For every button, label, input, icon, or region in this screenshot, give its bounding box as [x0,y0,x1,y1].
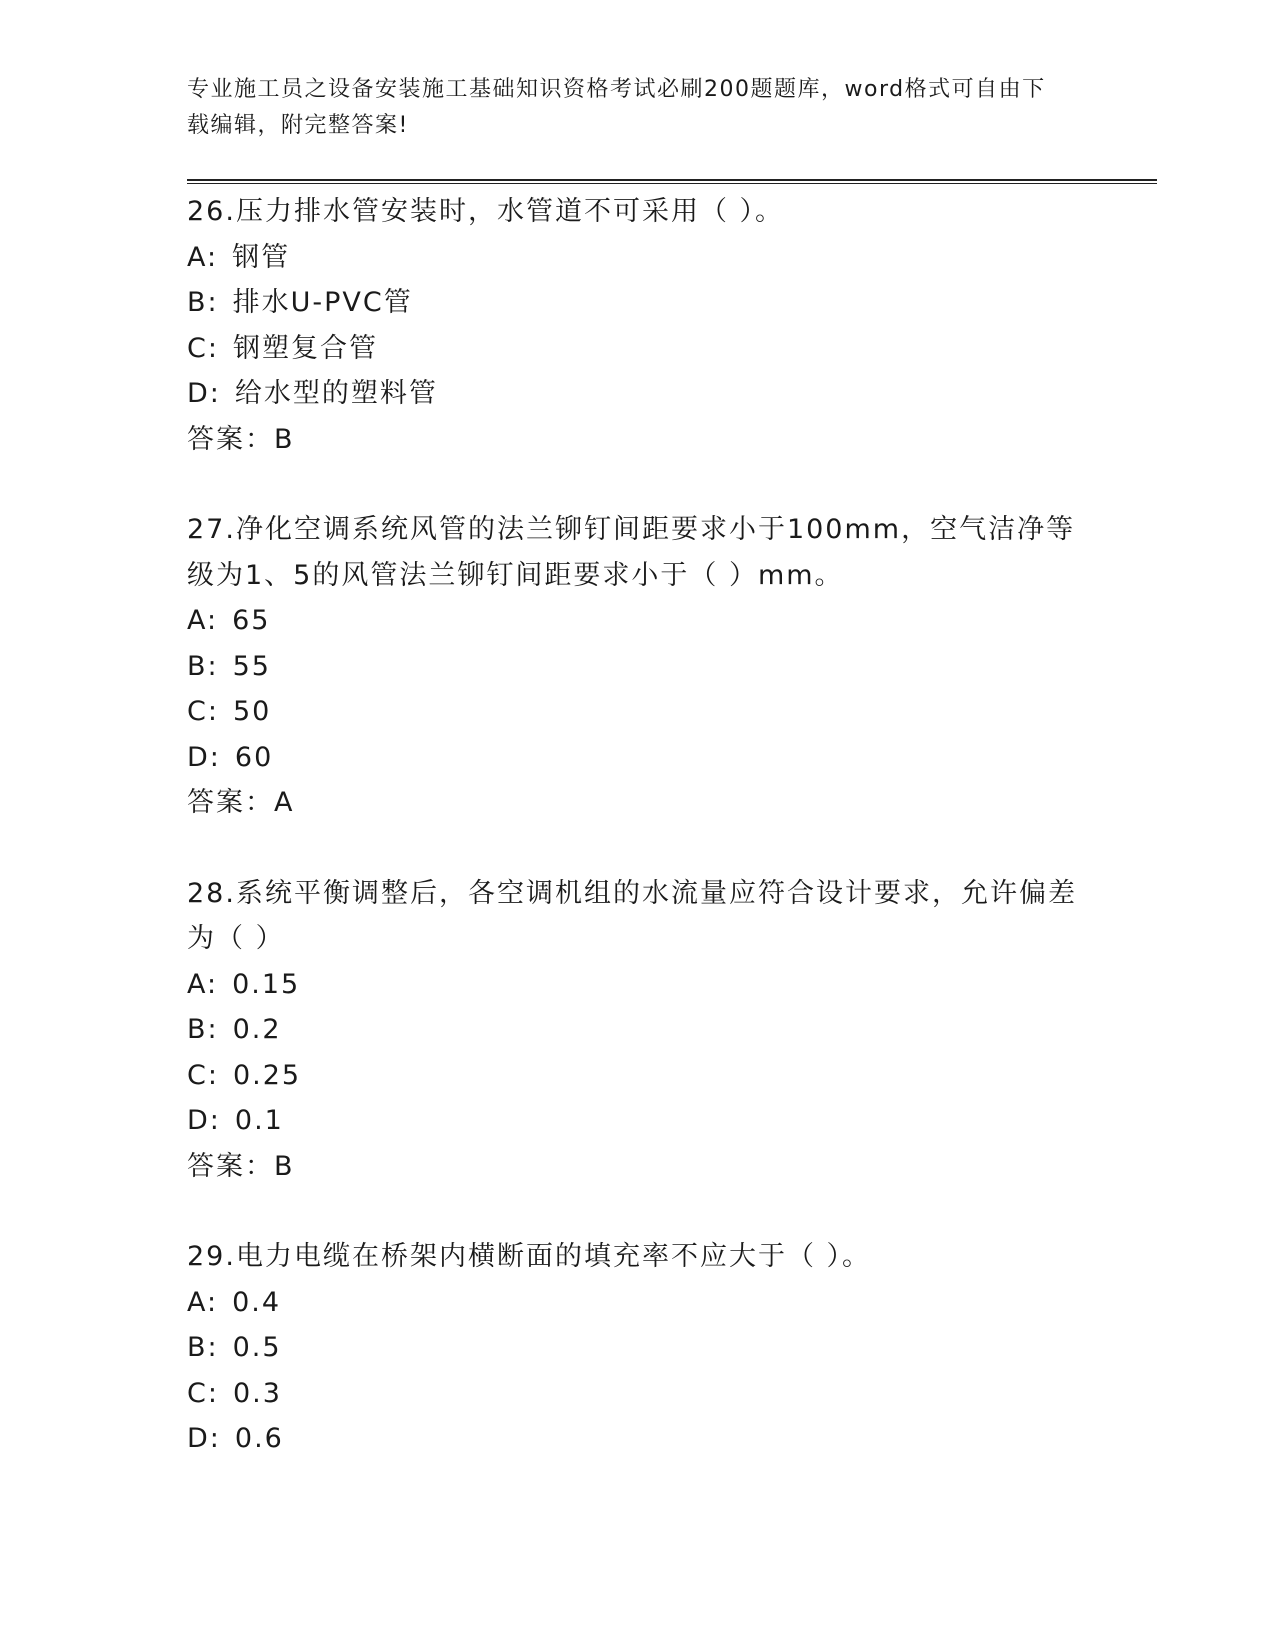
option-letter: C: [187,696,219,727]
option-letter: D: [187,378,221,409]
option-letter: A: [187,605,219,636]
option-c [187,1053,1087,1099]
option-c [187,326,1087,372]
option-letter: B: [187,1014,219,1045]
header-divider [187,179,1157,184]
option-d [187,735,1087,781]
option-text: 排水U-PVC管 [232,287,413,318]
option-letter: D: [187,1423,221,1454]
option-d [187,1098,1087,1144]
option-c [187,1371,1087,1417]
option-text: 0.6 [234,1423,284,1454]
option-d [187,1416,1087,1462]
option-letter: A: [187,968,219,1000]
option-letter: D: [187,1105,221,1136]
option-a [187,235,1087,281]
option-b [187,644,1087,690]
option-text: 0.25 [232,1059,302,1091]
option-letter: C: [187,1059,219,1091]
question-text: 29.电力电缆在桥架内横断面的填充率不应大于（ ）。 [187,1241,872,1272]
option-letter: D: [187,741,221,773]
question-text: 28.系统平衡调整后，各空调机组的水流量应符合设计要求，允许偏差为（ ） [187,877,1077,954]
answer: 答案：B [187,1150,295,1182]
option-text: 0.1 [234,1105,284,1136]
option-a [187,598,1087,644]
option-letter: A: [187,241,219,273]
question-28 [187,871,1087,1190]
option-text: 0.5 [232,1332,282,1363]
option-c [187,689,1087,735]
option-text: 50 [232,696,272,727]
option-a [187,1280,1087,1326]
option-b [187,1325,1087,1371]
option-letter: C: [187,1377,219,1409]
option-text: 65 [232,605,271,636]
answer: 答案：A [187,787,295,818]
option-d [187,371,1087,417]
option-letter: B: [187,1332,219,1363]
question-list [187,189,1087,1507]
option-letter: B: [187,650,219,682]
option-text: 0.2 [232,1014,282,1045]
option-text: 0.4 [232,1286,282,1318]
document-header: 专业施工员之设备安装施工基础知识资格考试必刷200题题库，word格式可自由下载编辑，附完整答案! [187,77,1046,138]
question-29 [187,1234,1087,1462]
option-b [187,280,1087,326]
option-text: 0.15 [232,968,301,1000]
option-text: 钢管 [232,241,291,273]
option-letter: A: [187,1286,219,1318]
question-26 [187,189,1087,462]
option-text: 给水型的塑料管 [234,378,438,409]
option-text: 60 [234,741,274,773]
option-a [187,962,1087,1008]
option-text: 0.3 [232,1377,282,1409]
question-text: 26.压力排水管安装时，水管道不可采用（ ）。 [187,196,785,227]
option-letter: C: [187,332,219,364]
question-27 [187,507,1087,826]
option-letter: B: [187,287,219,318]
option-b [187,1007,1087,1053]
option-text: 钢塑复合管 [232,332,378,364]
option-text: 55 [232,650,271,682]
question-text: 27.净化空调系统风管的法兰铆钉间距要求小于100mm，空气洁净等级为1、5的风管法兰铆钉间距要求小于（ ）mm。 [187,514,1076,591]
answer: 答案：B [187,423,295,455]
